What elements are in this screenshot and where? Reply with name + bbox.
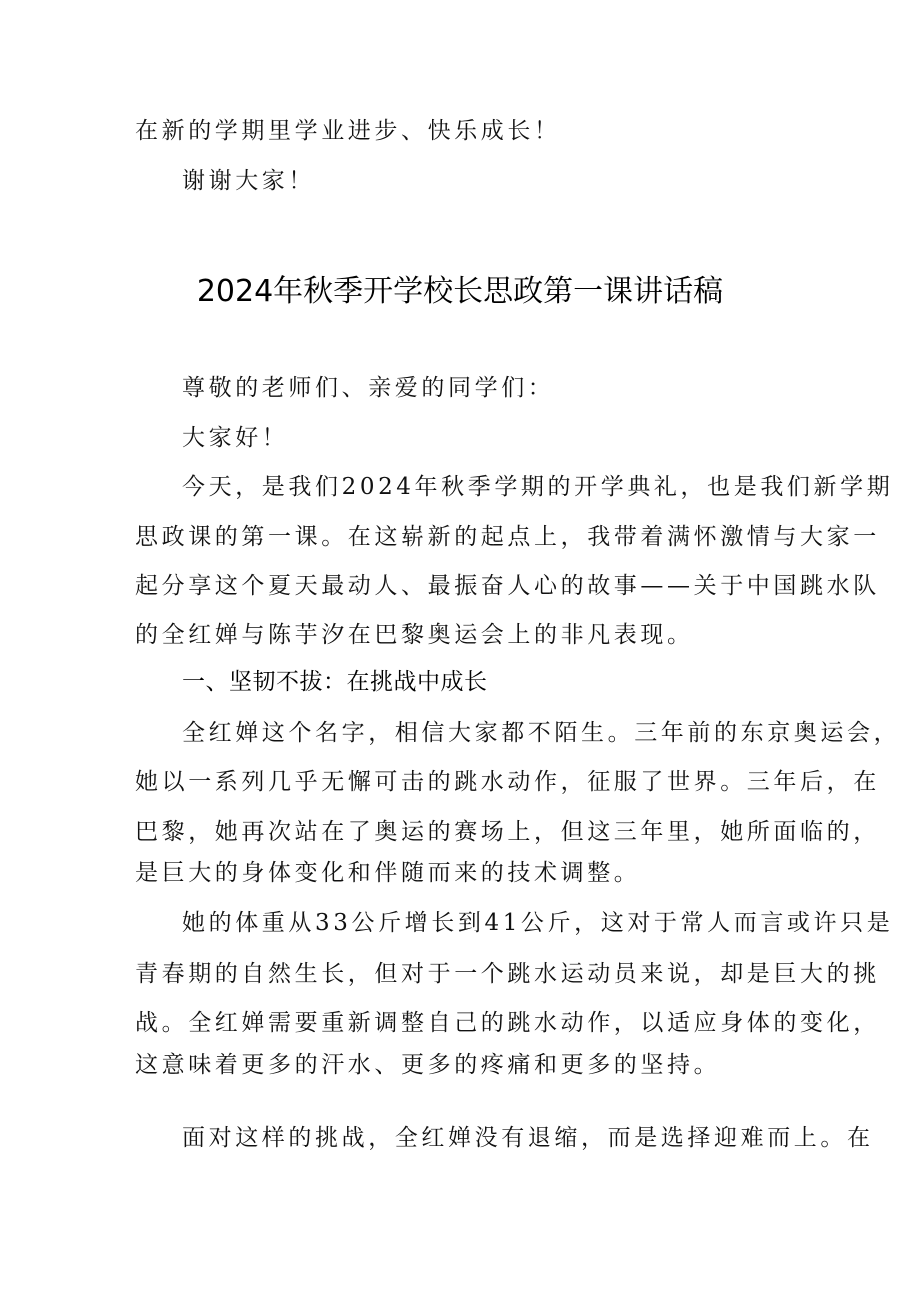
paragraph-1-line: 的全红婵与陈芋汐在巴黎奥运会上的非凡表现。	[135, 622, 694, 648]
salutation: 尊敬的老师们、亲爱的同学们：	[182, 375, 555, 401]
document-title: 2024年秋季开学校长思政第一课讲话稿	[196, 274, 724, 309]
paragraph-4-line: 面对这样的挑战，全红婵没有退缩，而是选择迎难而上。在	[182, 1125, 874, 1151]
paragraph-2-line: 是巨大的身体变化和伴随而来的技术调整。	[135, 860, 641, 886]
paragraph-2-line: 她以一系列几乎无懈可击的跳水动作，征服了世界。三年后，在	[135, 769, 880, 795]
paragraph-1-line: 今天，是我们2024年秋季学期的开学典礼，也是我们新学期	[182, 474, 894, 500]
previous-section-closing-line: 在新的学期里学业进步、快乐成长！	[135, 118, 561, 144]
previous-section-thanks: 谢谢大家！	[182, 168, 315, 194]
paragraph-3-line: 青春期的自然生长，但对于一个跳水运动员来说，却是巨大的挑	[135, 961, 880, 987]
paragraph-3-line: 战。全红婵需要重新调整自己的跳水动作，以适应身体的变化，	[135, 1010, 880, 1036]
paragraph-2-line: 全红婵这个名字，相信大家都不陌生。三年前的东京奥运会，	[182, 720, 901, 746]
paragraph-1-line: 思政课的第一课。在这崭新的起点上，我带着满怀激情与大家一	[135, 524, 880, 550]
paragraph-3-line: 她的体重从33公斤增长到41公斤，这对于常人而言或许只是	[182, 910, 894, 936]
greeting: 大家好！	[182, 425, 289, 451]
paragraph-1-line: 起分享这个夏天最动人、最振奋人心的故事——关于中国跳水队	[135, 573, 880, 599]
paragraph-2-line: 巴黎，她再次站在了奥运的赛场上，但这三年里，她所面临的，	[135, 819, 880, 845]
paragraph-3-line: 这意味着更多的汗水、更多的疼痛和更多的坚持。	[135, 1052, 721, 1078]
section-1-heading: 一、坚韧不拔：在挑战中成长	[182, 669, 488, 695]
